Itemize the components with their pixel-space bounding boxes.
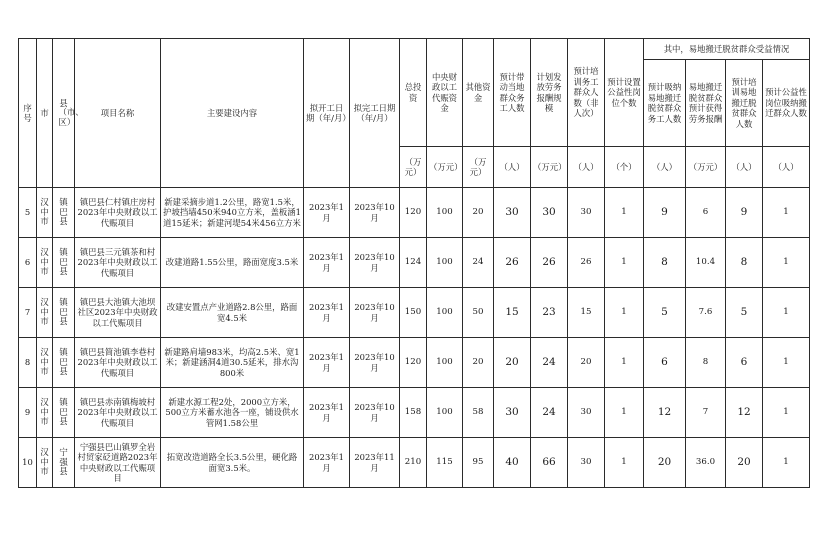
cell-relocated-training: 9	[726, 188, 763, 238]
cell-county: 镇巴县	[53, 338, 75, 388]
cell-project-name: 镇巴县仁村镇庄房村2023年中央财政以工代赈项目	[75, 188, 161, 238]
cell-total: 120	[400, 188, 427, 238]
header-end: 拟完工日期（年/月）	[350, 39, 400, 188]
cell-public-posts: 1	[605, 288, 644, 338]
cell-total: 124	[400, 238, 427, 288]
cell-start-date: 2023年1月	[304, 238, 350, 288]
cell-city: 汉中市	[37, 438, 53, 488]
cell-relocated-pay: 36.0	[686, 438, 726, 488]
cell-project-name: 镇巴县赤南镇梅坡村2023年中央财政以工代赈项目	[75, 388, 161, 438]
cell-labor-pay: 26	[531, 238, 568, 288]
header-relocated-training: 预计培训易地搬迁脱贫群众人数	[726, 60, 763, 147]
cell-seq: 7	[19, 288, 37, 338]
unit-relocated-pay: （万元）	[686, 147, 726, 188]
cell-public-posts: 1	[605, 388, 644, 438]
cell-central: 100	[427, 188, 463, 238]
cell-relocated-posts: 1	[763, 288, 810, 338]
cell-central: 115	[427, 438, 463, 488]
cell-end-date: 2023年10月	[350, 388, 400, 438]
header-relocated-workers: 预计吸纳易地搬迁脱贫群众务工人数	[644, 60, 686, 147]
cell-local-workers: 40	[494, 438, 531, 488]
cell-training: 30	[568, 438, 605, 488]
unit-total: （万元）	[400, 147, 427, 188]
cell-total: 158	[400, 388, 427, 438]
table-row	[19, 188, 810, 238]
cell-labor-pay: 24	[531, 338, 568, 388]
cell-training: 20	[568, 338, 605, 388]
cell-relocated-posts: 1	[763, 388, 810, 438]
cell-relocated-training: 8	[726, 238, 763, 288]
cell-county: 镇巴县	[53, 388, 75, 438]
cell-content: 新建路肩墙983米，均高2.5米、宽1米；新建涵洞4道30.5延米，排水沟800米	[161, 338, 304, 388]
cell-relocated-posts: 1	[763, 338, 810, 388]
cell-other: 58	[463, 388, 494, 438]
header-seq: 序号	[19, 39, 37, 188]
cell-labor-pay: 30	[531, 188, 568, 238]
cell-other: 95	[463, 438, 494, 488]
cell-start-date: 2023年1月	[304, 338, 350, 388]
cell-relocated-training: 20	[726, 438, 763, 488]
cell-public-posts: 1	[605, 238, 644, 288]
cell-relocated-pay: 6	[686, 188, 726, 238]
cell-total: 210	[400, 438, 427, 488]
header-project: 项目名称	[75, 39, 161, 188]
cell-seq: 6	[19, 238, 37, 288]
cell-project-name: 宁强县巴山镇罗全岩村贸家砭道路2023年中央财政以工代赈项目	[75, 438, 161, 488]
cell-county: 镇巴县	[53, 288, 75, 338]
cell-city: 汉中市	[37, 388, 53, 438]
cell-central: 100	[427, 288, 463, 338]
table-row	[19, 438, 810, 488]
cell-local-workers: 30	[494, 188, 531, 238]
cell-labor-pay: 66	[531, 438, 568, 488]
cell-central: 100	[427, 388, 463, 438]
project-table	[18, 38, 810, 488]
header-county: 县（市、区）	[53, 39, 75, 188]
table-row	[19, 338, 810, 388]
unit-training: （人）	[568, 147, 605, 188]
cell-end-date: 2023年10月	[350, 288, 400, 338]
cell-other: 20	[463, 338, 494, 388]
cell-relocated-training: 5	[726, 288, 763, 338]
cell-local-workers: 30	[494, 388, 531, 438]
cell-start-date: 2023年1月	[304, 438, 350, 488]
unit-relocated-workers: （人）	[644, 147, 686, 188]
unit-relocated-posts: （人）	[763, 147, 810, 188]
header-city: 市	[37, 39, 53, 188]
cell-relocated-posts: 1	[763, 238, 810, 288]
cell-relocated-workers: 6	[644, 338, 686, 388]
cell-total: 120	[400, 338, 427, 388]
unit-public-posts: （个）	[605, 147, 644, 188]
cell-seq: 9	[19, 388, 37, 438]
cell-start-date: 2023年1月	[304, 388, 350, 438]
cell-content: 新建水源工程2处，2000立方米，500立方米蓄水池各一座，铺设供水管网1.58公里	[161, 388, 304, 438]
cell-content: 改建安置点产业道路2.8公里，路面宽4.5米	[161, 288, 304, 338]
cell-end-date: 2023年10月	[350, 188, 400, 238]
header-relocated-posts: 预计公益性岗位吸纳搬迁群众人数	[763, 60, 810, 147]
header-labor-pay: 计划发放劳务报酬规模	[531, 39, 568, 147]
header-relocated-pay: 易地搬迁脱贫群众预计获得劳务报酬	[686, 60, 726, 147]
cell-relocated-workers: 8	[644, 238, 686, 288]
table-body	[19, 188, 810, 488]
unit-labor-pay: （万元）	[531, 147, 568, 188]
cell-training: 15	[568, 288, 605, 338]
cell-training: 30	[568, 188, 605, 238]
cell-seq: 10	[19, 438, 37, 488]
cell-city: 汉中市	[37, 288, 53, 338]
cell-total: 150	[400, 288, 427, 338]
cell-public-posts: 1	[605, 188, 644, 238]
cell-city: 汉中市	[37, 338, 53, 388]
unit-other: （万元）	[463, 147, 494, 188]
cell-local-workers: 15	[494, 288, 531, 338]
cell-city: 汉中市	[37, 188, 53, 238]
table-row	[19, 238, 810, 288]
header-content: 主要建设内容	[161, 39, 304, 188]
cell-relocated-workers: 12	[644, 388, 686, 438]
cell-central: 100	[427, 238, 463, 288]
cell-labor-pay: 23	[531, 288, 568, 338]
cell-relocated-training: 12	[726, 388, 763, 438]
cell-relocated-pay: 10.4	[686, 238, 726, 288]
cell-end-date: 2023年10月	[350, 238, 400, 288]
unit-local-workers: （人）	[494, 147, 531, 188]
cell-content: 改建道路1.55公里，路面宽度3.5米	[161, 238, 304, 288]
unit-central: （万元）	[427, 147, 463, 188]
header-training: 预计培训务工群众人数（非人次）	[568, 39, 605, 147]
table-row	[19, 288, 810, 338]
cell-training: 30	[568, 388, 605, 438]
cell-county: 宁强县	[53, 438, 75, 488]
table-row	[19, 388, 810, 438]
cell-public-posts: 1	[605, 438, 644, 488]
cell-labor-pay: 24	[531, 388, 568, 438]
cell-county: 镇巴县	[53, 238, 75, 288]
cell-start-date: 2023年1月	[304, 288, 350, 338]
cell-relocated-workers: 9	[644, 188, 686, 238]
cell-end-date: 2023年10月	[350, 338, 400, 388]
cell-seq: 8	[19, 338, 37, 388]
header-start: 拟开工日期（年/月）	[304, 39, 350, 188]
cell-relocated-pay: 8	[686, 338, 726, 388]
cell-project-name: 镇巴县三元镇茶和村2023年中央财政以工代赈项目	[75, 238, 161, 288]
header-total: 总投资	[400, 39, 427, 147]
cell-training: 26	[568, 238, 605, 288]
cell-relocated-posts: 1	[763, 188, 810, 238]
cell-other: 50	[463, 288, 494, 338]
cell-other: 24	[463, 238, 494, 288]
cell-local-workers: 20	[494, 338, 531, 388]
header-public-posts: 预计设置公益性岗位个数	[605, 39, 644, 147]
cell-other: 20	[463, 188, 494, 238]
cell-relocated-pay: 7.6	[686, 288, 726, 338]
cell-seq: 5	[19, 188, 37, 238]
cell-content: 新建采摘步道1.2公里，路宽1.5米，护坡挡墙450米940立方米，盖板涵1道15延米；新建河堤54米456立方米	[161, 188, 304, 238]
header-local-workers: 预计带动当地群众务工人数	[494, 39, 531, 147]
cell-relocated-training: 6	[726, 338, 763, 388]
header-other: 其他资金	[463, 39, 494, 147]
cell-relocated-workers: 20	[644, 438, 686, 488]
cell-project-name: 镇巴县大池镇大池坝社区2023年中央财政以工代赈项目	[75, 288, 161, 338]
cell-county: 镇巴县	[53, 188, 75, 238]
cell-content: 拓宽改造道路全长3.5公里，硬化路面宽3.5米。	[161, 438, 304, 488]
cell-city: 汉中市	[37, 238, 53, 288]
unit-relocated-training: （人）	[726, 147, 763, 188]
cell-project-name: 镇巴县简池镇李巷村2023年中央财政以工代赈项目	[75, 338, 161, 388]
cell-central: 100	[427, 338, 463, 388]
cell-local-workers: 26	[494, 238, 531, 288]
header-central: 中央财政以工代赈资金	[427, 39, 463, 147]
cell-public-posts: 1	[605, 338, 644, 388]
cell-start-date: 2023年1月	[304, 188, 350, 238]
header-relocation-group: 其中，易地搬迁脱贫群众受益情况	[644, 39, 810, 60]
header-row-1	[19, 39, 810, 60]
cell-relocated-pay: 7	[686, 388, 726, 438]
cell-end-date: 2023年11月	[350, 438, 400, 488]
cell-relocated-workers: 5	[644, 288, 686, 338]
cell-relocated-posts: 1	[763, 438, 810, 488]
